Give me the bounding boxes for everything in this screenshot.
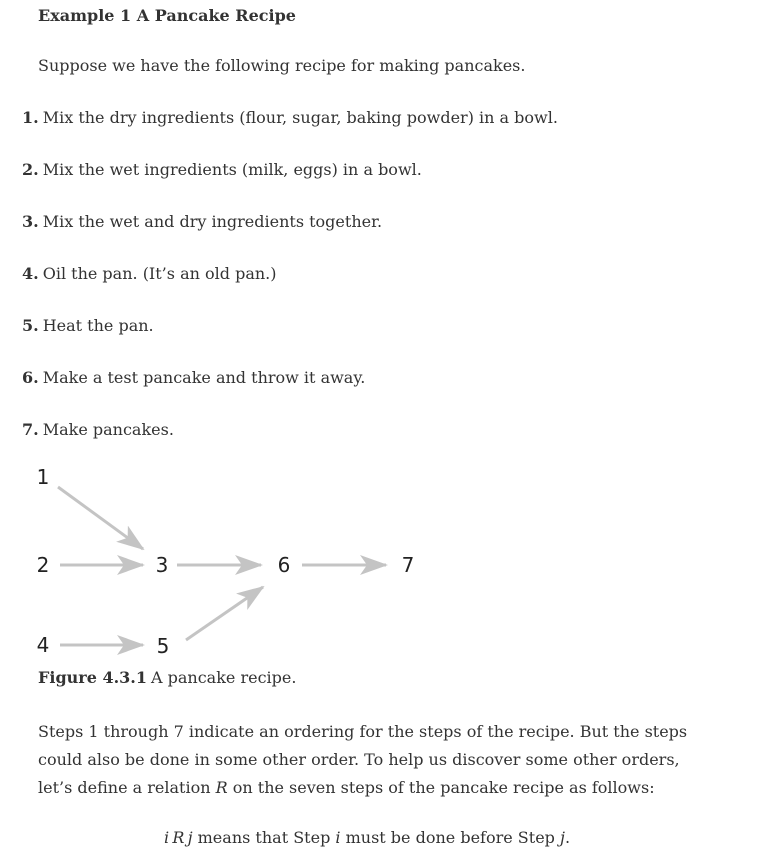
step-number: 4. [22, 264, 39, 283]
var-i: i [164, 828, 170, 847]
pancake-dependency-diagram [0, 455, 757, 660]
step-number: 2. [22, 160, 39, 179]
diagram-node-5: 5 [156, 634, 170, 658]
diagram-node-4: 4 [36, 633, 50, 657]
step-number: 1. [22, 108, 39, 127]
paragraph-text: on the seven steps of the pancake recipe as follows: [227, 778, 655, 797]
var-j: j [187, 828, 193, 847]
figure-label: Figure 4.3.1 [38, 668, 147, 687]
step-item [22, 106, 558, 130]
step-item [22, 210, 382, 234]
step-number: 6. [22, 368, 39, 387]
step-text: Oil the pan. (It’s an old pan.) [42, 264, 277, 283]
definition-text: must be done before Step [340, 828, 560, 847]
diagram-edge [186, 587, 263, 640]
step-text: Heat the pan. [42, 316, 154, 335]
figure-caption [38, 666, 296, 690]
diagram-edge [58, 487, 143, 549]
diagram-node-6: 6 [277, 553, 291, 577]
step-number: 5. [22, 316, 39, 335]
diagram-node-1: 1 [36, 465, 50, 489]
figure-caption-text: A pancake recipe. [150, 668, 297, 687]
definition-text: means that Step [192, 828, 336, 847]
intro-text: Suppose we have the following recipe for making pancakes. [38, 56, 526, 75]
step-item [22, 366, 365, 390]
paragraph-line: could also be done in some other order. To help us discover some other orders, [38, 750, 680, 769]
step-text: Mix the dry ingredients (flour, sugar, baking powder) in a bowl. [42, 108, 558, 127]
diagram-node-7: 7 [401, 553, 415, 577]
step-text: Make a test pancake and throw it away. [42, 368, 366, 387]
step-item [22, 262, 276, 286]
step-text: Mix the wet and dry ingredients together. [42, 212, 383, 231]
var-i: i [335, 828, 341, 847]
paragraph-text: let’s define a relation [38, 778, 216, 797]
relation-definition [164, 826, 570, 850]
paragraph-line [38, 774, 658, 802]
step-text: Make pancakes. [42, 420, 174, 439]
definition-text: . [564, 828, 571, 847]
relation-symbol: R [215, 778, 228, 797]
body-paragraph [38, 718, 688, 802]
diagram-node-3: 3 [155, 553, 169, 577]
paragraph-line: Steps 1 through 7 indicate an ordering for the steps of the recipe. But the steps [38, 722, 688, 741]
var-j: j [560, 828, 565, 847]
diagram-node-2: 2 [36, 553, 50, 577]
step-number: 3. [22, 212, 39, 231]
step-number: 7. [22, 420, 39, 439]
step-item [22, 314, 154, 338]
example-title: Example 1 A Pancake Recipe [38, 6, 296, 25]
step-text: Mix the wet ingredients (milk, eggs) in a bowl. [42, 160, 422, 179]
relation-symbol: R [172, 828, 185, 847]
step-item [22, 418, 174, 442]
step-item [22, 158, 422, 182]
